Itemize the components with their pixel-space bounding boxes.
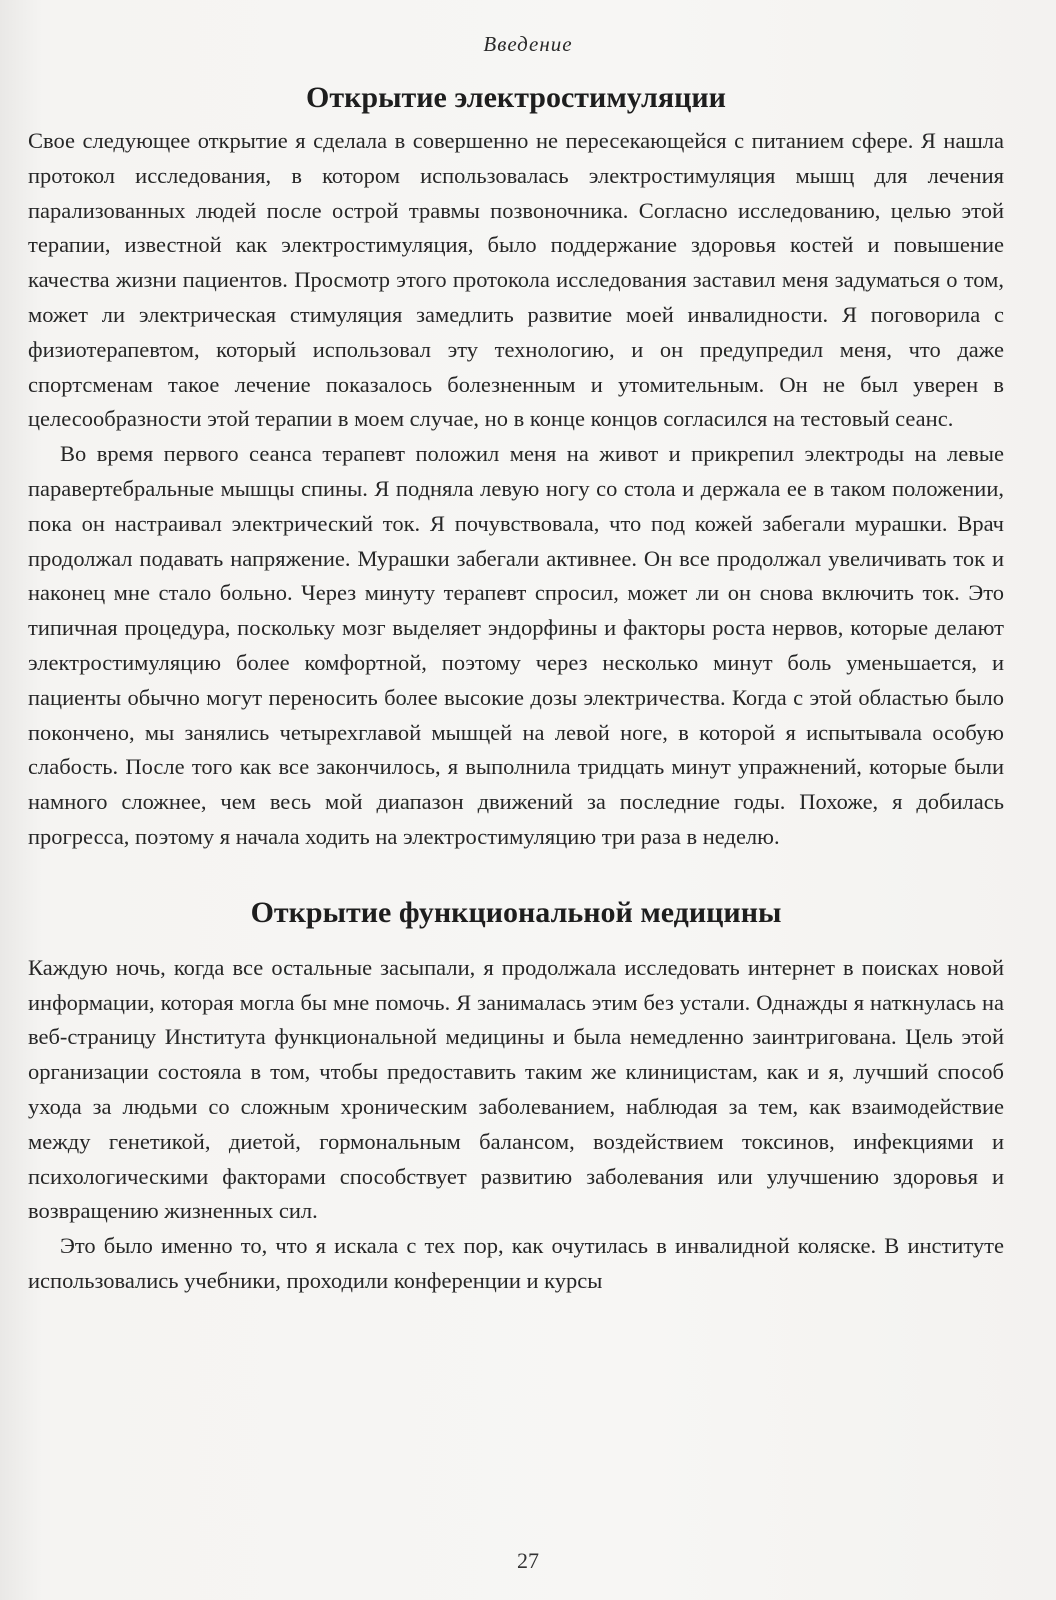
paragraph: Каждую ночь, когда все остальные засыпали, я продолжала исследовать интернет в поисках новой информации, которая могла бы мне помочь. Я занималась этим без устали. Однажды я наткнулась на веб-страницу Института функциональной медицины и была немедленно заинтригована. Цель этой организации состояла в том, чтобы предоставить таким же клиницистам, как и я, лучший способ ухода за людьми со сложным хроническим заболеванием, наблюдая за тем, как взаимодействие между генетикой, диетой, гормональным балансом, воздействием токсинов, инфекциями и психологическими факторами способствует развитию заболевания или улучшению здоровья и возвращению жизненных сил. <box>28 954 1004 1224</box>
paragraph: Свое следующее открытие я сделала в совершенно не пересекающейся с питанием сфере. Я нашла протокол исследования, в котором использовалась электростимуляция мышц для лечения парализованных людей после острой травмы позвоночника. Согласно исследованию, целью этой терапии, известной как электростимуляция, было поддержание здоровья костей и повышение качества жизни пациентов. Просмотр этого протокола исследования заставил меня задуматься о том, может ли электрическая стимуляция замедлить развитие моей инвалидности. Я поговорила с физиотерапевтом, который использовал эту технологию, и он предупредил меня, что даже спортсменам такое лечение показалось болезненным и утомительным. Он не был уверен в целесообразности этой терапии в моем случае, но в конце концов согласился на тестовый сеанс. <box>28 128 1004 432</box>
section-title-functional-medicine: Открытие функциональной медицины <box>250 895 782 929</box>
page-number: 27 <box>517 1548 539 1573</box>
running-head: Введение <box>483 32 573 56</box>
paragraph: Это было именно то, что я искала с тех пор, как очутилась в инвалидной коляске. В институте использовались учебники, проходили конференции и курсы <box>28 1233 1004 1293</box>
section-functional-medicine <box>28 889 1004 1299</box>
paragraph: Во время первого сеанса терапевт положил меня на живот и прикрепил электроды на левые паравертебральные мышцы спины. Я подняла левую ногу со стола и держала ее в таком положении, пока он настраивал электрический ток. Я почувствовала, что под кожей забегали мурашки. Врач продолжал подавать напряжение. Мурашки забегали активнее. Он все продолжал увеличивать ток и наконец мне стало больно. Через минуту терапевт спросил, может ли он снова включить ток. Это типичная процедура, поскольку мозг выделяет эндорфины и факторы роста нервов, которые делают электростимуляцию более комфортной, поэтому через несколько минут боль уменьшается, и пациенты обычно могут переносить более высокие дозы электричества. Когда с этой областью было покончено, мы занялись четырехглавой мышцей на левой ноге, в которой я испытывала особую слабость. После того как все закончилось, я выполнила тридцать минут упражнений, которые были намного сложнее, чем весь мой диапазон движений за последние годы. Похоже, я добилась прогресса, поэтому я начала ходить на электростимуляцию три раза в неделю. <box>28 441 1004 849</box>
section-electrostimulation <box>28 74 1004 855</box>
section-title-electrostimulation: Открытие электростимуляции <box>306 81 726 114</box>
page-content <box>28 74 1004 1299</box>
